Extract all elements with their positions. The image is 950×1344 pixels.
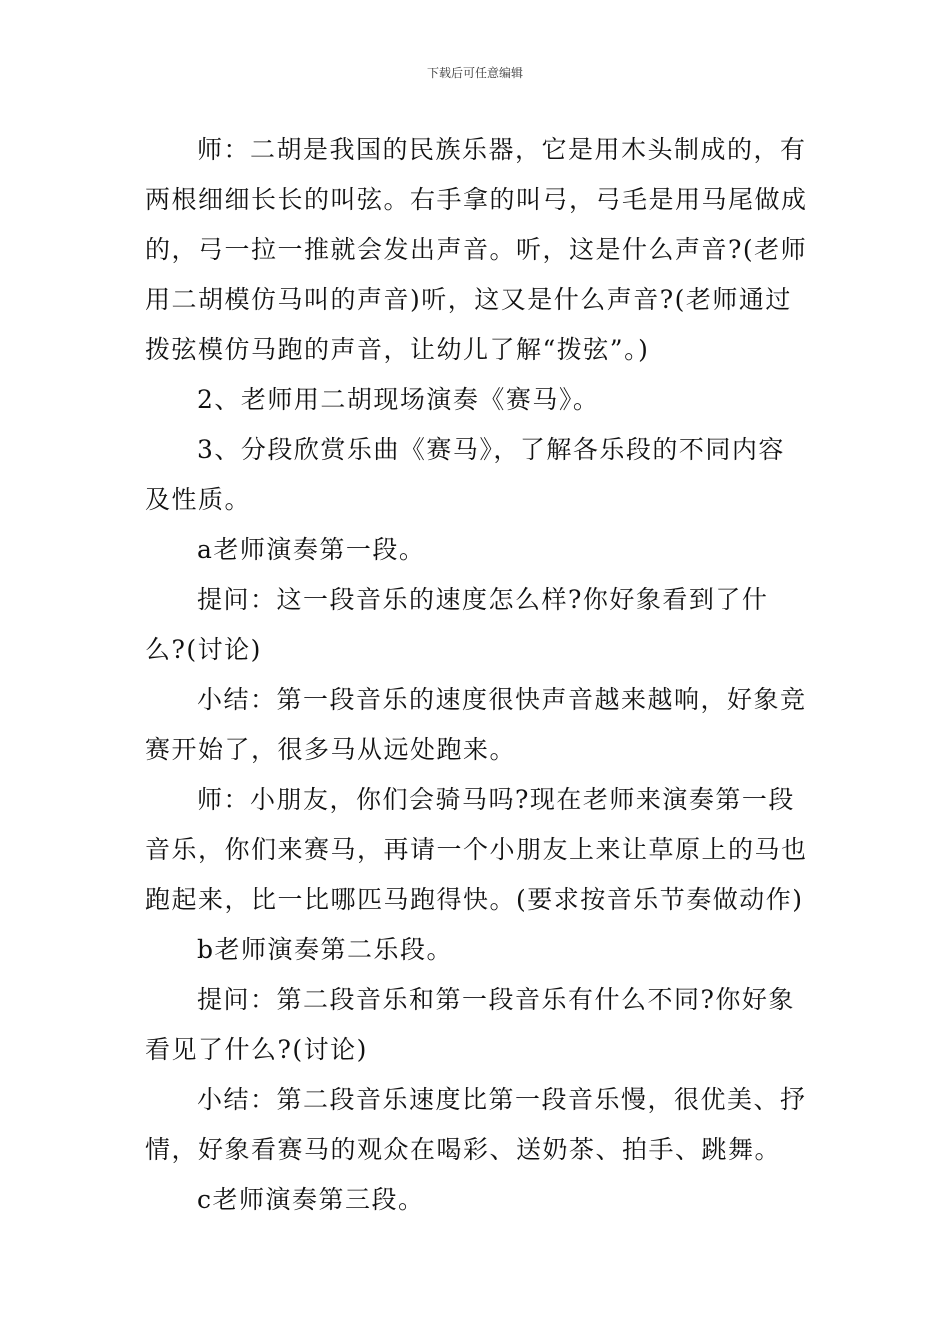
paragraph-step-2: 2、老师用二胡现场演奏《赛马》。 bbox=[197, 385, 600, 414]
paragraph-step-3: 3、分段欣赏乐曲《赛马》，了解各乐段的不同内容及性质。 bbox=[145, 435, 785, 514]
document-body bbox=[145, 125, 809, 1225]
paragraph-summary-b: 小结：第二段音乐速度比第一段音乐慢，很优美、抒情，好象看赛马的观众在喝彩、送奶茶、拍手、跳舞。 bbox=[145, 1085, 807, 1164]
paragraph-section-a: a老师演奏第一段。 bbox=[197, 535, 426, 564]
paragraph-question-a: 提问：这一段音乐的速度怎么样?你好象看到了什么?(讨论) bbox=[145, 585, 769, 664]
paragraph-question-b: 提问：第二段音乐和第一段音乐有什么不同?你好象看见了什么?(讨论) bbox=[145, 985, 795, 1064]
paragraph-section-b: b老师演奏第二乐段。 bbox=[197, 935, 454, 964]
paragraph-summary-a: 小结：第一段音乐的速度很快声音越来越响，好象竞赛开始了，很多马从远处跑来。 bbox=[145, 685, 807, 764]
page-header: 下载后可任意编辑 bbox=[426, 66, 523, 80]
paragraph-teacher-activity: 师：小朋友，你们会骑马吗?现在老师来演奏第一段音乐，你们来赛马，再请一个小朋友上来让草原上的马也跑起来，比一比哪匹马跑得快。(要求按音乐节奏做动作) bbox=[145, 785, 808, 914]
paragraph-teacher-intro: 师：二胡是我国的民族乐器，它是用木头制成的，有两根细细长长的叫弦。右手拿的叫弓，弓毛是用马尾做成的，弓一拉一推就会发出声音。听，这是什么声音?(老师用二胡模仿马叫的声音)听，这又是什么声音?(老师通过拨弦模仿马跑的声音，让幼儿了解“拨弦”。) bbox=[145, 135, 808, 364]
paragraph-section-c: c老师演奏第三段。 bbox=[197, 1185, 425, 1214]
